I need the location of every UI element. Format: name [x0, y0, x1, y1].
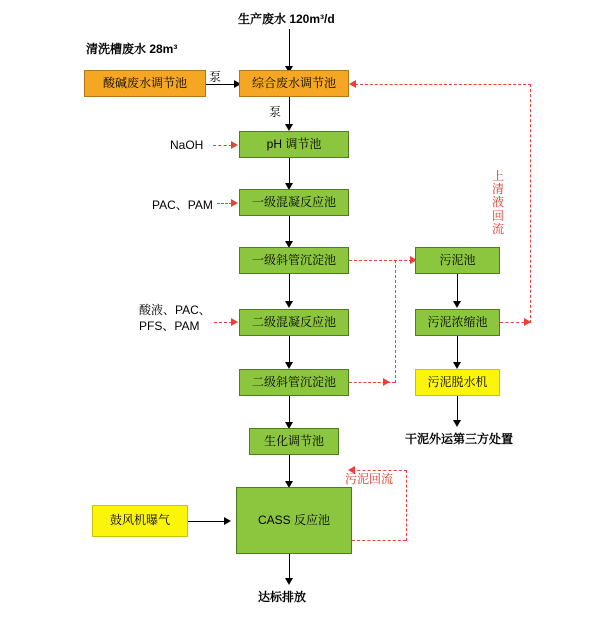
line-blower-to-cass [188, 521, 229, 522]
arrow-sludge-to-thicken [453, 301, 461, 308]
label-acid-pac-pfs-pam: 酸液、PAC、 PFS、PAM [139, 303, 211, 333]
label-wash-tank: 清洗槽废水 28m³ [86, 42, 178, 56]
node-sludge-tank[interactable]: 污泥池 [415, 247, 500, 274]
arrow-supernatant-to-comprehensive [349, 80, 356, 88]
arrow-blower-to-cass [224, 517, 231, 525]
label-top-inflow: 生产废水 120m³/d [238, 12, 335, 26]
dashed-chem-to-coag2 [214, 322, 232, 323]
arrow-settle1-to-coag2 [285, 301, 293, 308]
dashed-pacpam-to-coag1 [217, 203, 232, 204]
dashed-cass-sludge-return [352, 540, 406, 541]
arrow-coag2-to-settle2 [285, 362, 293, 369]
dashed-supernatant-riser [530, 84, 531, 323]
node-settling-1[interactable]: 一级斜管沉淀池 [239, 247, 349, 274]
dashed-supernatant-to-comprehensive [355, 84, 531, 85]
node-coagulation-1[interactable]: 一级混凝反应池 [239, 189, 349, 216]
arrow-dewater-to-output [453, 420, 461, 427]
node-comprehensive-tank[interactable]: 综合废水调节池 [239, 70, 349, 97]
dashed-settle1-to-sludge [349, 260, 412, 261]
node-settling-2[interactable]: 二级斜管沉淀池 [239, 369, 349, 396]
node-cass-reactor[interactable]: CASS 反应池 [236, 487, 352, 554]
dashed-cass-return-riser [406, 470, 407, 541]
label-pac-pam: PAC、PAM [152, 198, 213, 212]
dashed-naoh-to-ph [213, 145, 232, 146]
label-pump1: 泵 [209, 70, 222, 84]
node-blower-aeration[interactable]: 鼓风机曝气 [92, 505, 188, 537]
arrow-settle2-to-trunk [383, 378, 390, 386]
node-coagulation-2[interactable]: 二级混凝反应池 [239, 309, 349, 336]
arrow-cass-to-discharge [285, 578, 293, 585]
label-discharge: 达标排放 [258, 590, 307, 604]
label-naoh: NaOH [170, 138, 204, 152]
node-ph-tank[interactable]: pH 调节池 [239, 131, 349, 158]
label-dry-sludge-output: 干泥外运第三方处置 [405, 432, 514, 446]
node-acid-alkali-tank[interactable]: 酸碱废水调节池 [84, 70, 206, 97]
arrow-comprehensive-to-ph [285, 124, 293, 131]
dashed-sludge-trunk [395, 260, 396, 383]
node-sludge-thickener[interactable]: 污泥浓缩池 [415, 309, 500, 336]
arrow-thicken-to-dewater [453, 362, 461, 369]
node-sludge-dewaterer[interactable]: 污泥脱水机 [415, 369, 500, 396]
label-pump2: 泵 [269, 105, 282, 119]
arrow-pacpam-to-coag1 [231, 199, 238, 207]
node-bio-adjust-tank[interactable]: 生化调节池 [249, 428, 339, 455]
label-sludge-return: 污泥回流 [345, 472, 394, 486]
label-supernatant-return: 上清液回流 [491, 169, 504, 236]
line-inflow-to-comprehensive [289, 29, 290, 71]
arrow-chem-to-coag2 [231, 318, 238, 326]
arrow-naoh-to-ph [231, 141, 238, 149]
